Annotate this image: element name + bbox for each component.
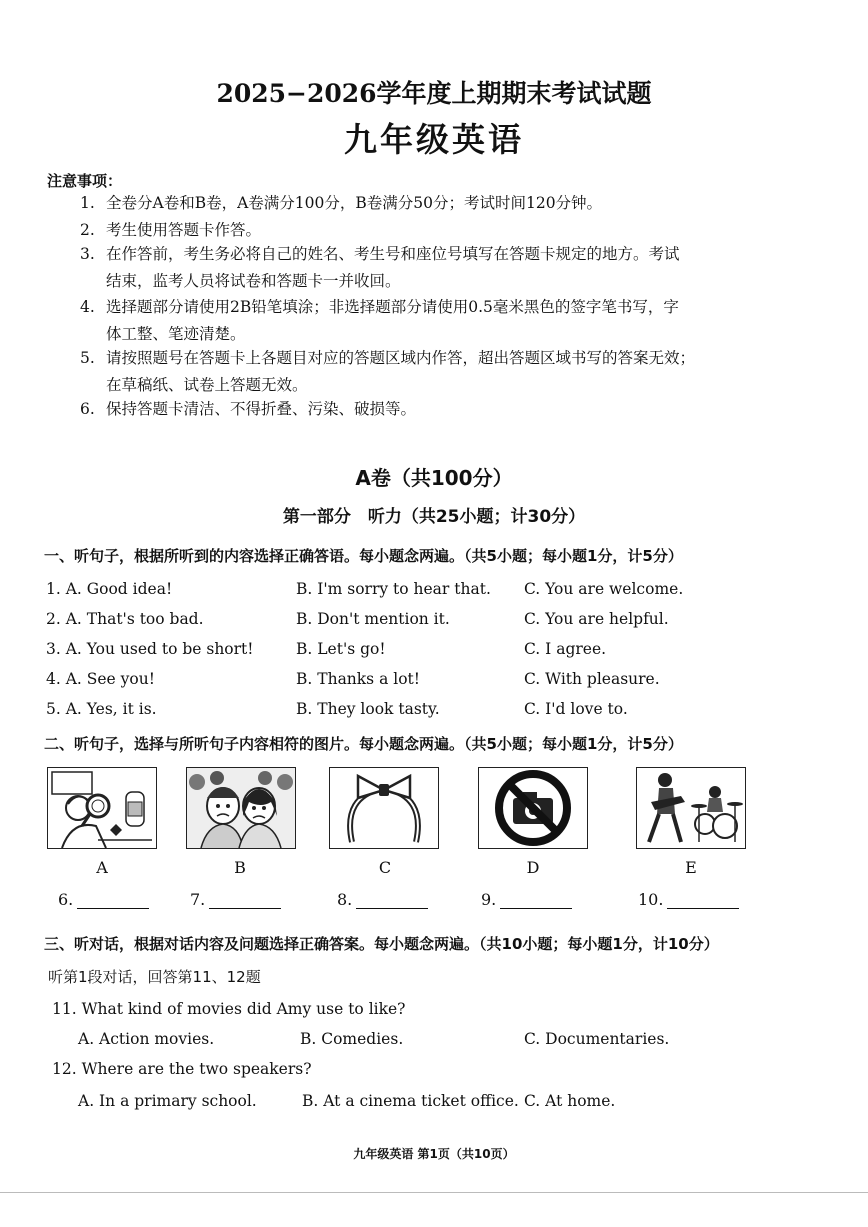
option-a: A. In a primary school. xyxy=(78,1092,257,1110)
note-continuation: 结束，监考人员将试卷和答题卡一并收回。 xyxy=(106,272,401,290)
option-c: C. Documentaries. xyxy=(524,1030,670,1048)
blank-number: 10. xyxy=(638,890,664,909)
blank-line[interactable] xyxy=(209,892,281,909)
note-item xyxy=(80,396,820,423)
option-c: C. I'd love to. xyxy=(524,700,628,718)
option-b: B. Don't mention it. xyxy=(296,610,450,628)
note-continuation: 体工整、笔迹清楚。 xyxy=(106,325,246,343)
option-c: C. You are helpful. xyxy=(524,610,669,628)
note-item xyxy=(80,217,820,244)
picture-d xyxy=(478,767,588,849)
section1-heading: 一、听句子，根据所听到的内容选择正确答语。每小题念两遍。（共5小题；每小题1分，计5分） xyxy=(44,547,683,565)
blank-line[interactable] xyxy=(667,892,739,909)
sad-girls-crowd-icon xyxy=(187,768,295,848)
option-b: B. Comedies. xyxy=(300,1030,404,1048)
magnifier-scientist-icon xyxy=(48,768,156,848)
answer-blank[interactable] xyxy=(58,890,149,909)
section-a-title: A卷（共100分） xyxy=(355,466,513,490)
blank-line[interactable] xyxy=(500,892,572,909)
no-photography-icon xyxy=(479,768,587,848)
blank-number: 7. xyxy=(190,890,206,909)
picture-e xyxy=(636,767,746,849)
page-bottom-rule xyxy=(0,1192,868,1193)
note-text: 选择题部分请使用2B铅笔填涂；非选择题部分请使用0.5毫米黑色的签字笔书写，字 xyxy=(106,298,679,316)
section3-subheading: 听第1段对话，回答第11、12题 xyxy=(48,968,261,986)
section2-heading: 二、听句子，选择与所听句子内容相符的图片。每小题念两遍。（共5小题；每小题1分，计5分） xyxy=(44,735,683,753)
headband-bow-icon xyxy=(330,768,438,848)
note-number: 2. xyxy=(80,221,95,239)
picture-label: D xyxy=(526,858,540,877)
option-b: B. They look tasty. xyxy=(296,700,440,718)
answer-blank[interactable] xyxy=(481,890,572,909)
picture-b xyxy=(186,767,296,849)
note-item xyxy=(80,190,820,217)
note-text: 全卷分A卷和B卷，A卷满分100分，B卷满分50分；考试时间120分钟。 xyxy=(106,194,603,212)
answer-blank[interactable] xyxy=(190,890,281,909)
picture-c xyxy=(329,767,439,849)
picture-a xyxy=(47,767,157,849)
question-text: 12. Where are the two speakers? xyxy=(52,1060,312,1078)
exam-title: 2025−2026学年度上期期末考试试题 xyxy=(216,79,652,108)
question-row xyxy=(46,670,826,692)
option-b: B. Let's go! xyxy=(296,640,386,658)
note-text: 请按照题号在答题卡上各题目对应的答题区域内作答，超出答题区域书写的答案无效； xyxy=(106,349,696,367)
question-row xyxy=(46,610,826,632)
option-b: B. At a cinema ticket office. xyxy=(302,1092,519,1110)
option-a: 1. A. Good idea! xyxy=(46,580,173,598)
blank-number: 9. xyxy=(481,890,497,909)
option-c: C. I agree. xyxy=(524,640,607,658)
blank-number: 6. xyxy=(58,890,74,909)
question-row xyxy=(78,1030,858,1052)
rock-band-icon xyxy=(637,768,745,848)
question-row xyxy=(46,700,826,722)
option-a: 5. A. Yes, it is. xyxy=(46,700,157,718)
option-c: C. At home. xyxy=(524,1092,616,1110)
blank-number: 8. xyxy=(337,890,353,909)
note-continuation: 在草稿纸、试卷上答题无效。 xyxy=(106,376,308,394)
notes-heading: 注意事项： xyxy=(47,172,123,190)
note-number: 3. xyxy=(80,245,95,263)
note-text: 保持答题卡清洁、不得折叠、污染、破损等。 xyxy=(106,400,417,418)
note-item xyxy=(80,294,820,348)
option-a: A. Action movies. xyxy=(78,1030,215,1048)
note-item xyxy=(80,345,820,399)
picture-label: C xyxy=(378,858,392,877)
blank-line[interactable] xyxy=(77,892,149,909)
option-b: B. I'm sorry to hear that. xyxy=(296,580,491,598)
page-footer: 九年级英语 第1页（共10页） xyxy=(353,1147,515,1161)
note-number: 5. xyxy=(80,349,95,367)
picture-label: E xyxy=(685,858,697,877)
option-c: C. With pleasure. xyxy=(524,670,660,688)
note-number: 6. xyxy=(80,400,95,418)
option-c: C. You are welcome. xyxy=(524,580,684,598)
option-a: 3. A. You used to be short! xyxy=(46,640,254,658)
picture-label: A xyxy=(96,858,108,877)
question-row xyxy=(46,580,826,602)
part1-title: 第一部分 听力（共25小题；计30分） xyxy=(282,507,586,527)
question-row xyxy=(46,640,826,662)
section3-heading: 三、听对话，根据对话内容及问题选择正确答案。每小题念两遍。（共10小题；每小题1分，计10分） xyxy=(44,935,719,953)
note-item xyxy=(80,241,820,295)
answer-blank[interactable] xyxy=(638,890,739,909)
option-a: 4. A. See you! xyxy=(46,670,155,688)
answer-blank[interactable] xyxy=(337,890,428,909)
note-text: 在作答前，考生务必将自己的姓名、考生号和座位号填写在答题卡规定的地方。考试 xyxy=(106,245,680,263)
question-row xyxy=(78,1092,858,1114)
note-number: 1. xyxy=(80,194,95,212)
option-b: B. Thanks a lot! xyxy=(296,670,420,688)
blank-line[interactable] xyxy=(356,892,428,909)
note-text: 考生使用答题卡作答。 xyxy=(106,221,262,239)
option-a: 2. A. That's too bad. xyxy=(46,610,204,628)
picture-label: B xyxy=(234,858,246,877)
question-text: 11. What kind of movies did Amy use to like? xyxy=(52,1000,406,1018)
note-number: 4. xyxy=(80,298,95,316)
subject-title: 九年级英语 xyxy=(344,120,524,159)
